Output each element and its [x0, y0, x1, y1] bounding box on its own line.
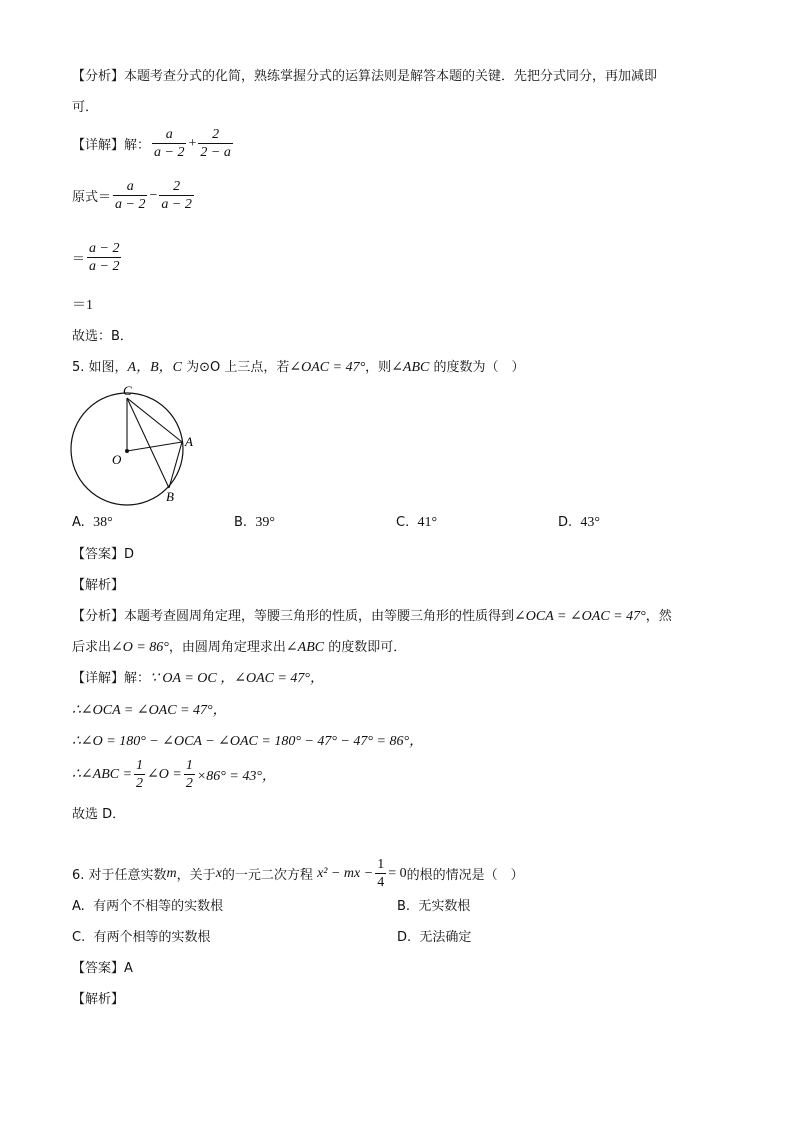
numerator: 2 — [173, 179, 181, 194]
q6-option-a — [72, 898, 223, 916]
numerator: 1 — [185, 758, 193, 773]
numerator: a − 2 — [89, 241, 120, 256]
q4-detail-label: 【详解】解： — [72, 138, 151, 153]
circle-figure — [70, 382, 200, 511]
option-text: 有两个不相等的实数根 — [93, 899, 224, 914]
math: ∠O = 86° — [111, 640, 169, 655]
q5-stem-condition: ∠OAC = 47° — [289, 360, 366, 375]
operator: + — [188, 135, 197, 151]
option-text: 无实数根 — [418, 899, 471, 914]
option-text: 无法确定 — [419, 930, 472, 945]
q4-result: ＝1 — [72, 298, 93, 313]
denominator: 2 − a — [200, 145, 231, 160]
q6-jiexi: 【解析】 — [72, 992, 125, 1007]
option-letter: D. — [397, 930, 412, 945]
q4-analysis-line2: 可． — [72, 100, 99, 115]
fraction — [152, 126, 186, 161]
numerator: a — [165, 127, 173, 142]
label-o: O — [112, 452, 122, 467]
math: ∠OCA = ∠OAC = 47° — [514, 609, 646, 624]
q5-jiexi: 【解析】 — [72, 578, 125, 593]
q5-option-a — [72, 514, 113, 532]
q5-stem-pre: 5. 如图， — [72, 360, 128, 375]
q5-detail-line3: ∴∠O = 180° − ∠OCA − ∠OAC = 180° − 47° − 47° = 86°， — [72, 734, 424, 749]
numerator: 2 — [212, 127, 220, 142]
denominator: a − 2 — [115, 197, 146, 212]
option-letter: A. — [72, 899, 85, 914]
math: ∠ABC — [285, 640, 325, 655]
text: 的度数即可． — [324, 640, 407, 655]
q5-stem — [72, 359, 525, 377]
option-text: 43° — [580, 515, 601, 530]
denominator: 4 — [377, 875, 385, 890]
q5-option-d — [558, 514, 600, 532]
math: ∵ OA = OC ，∠OAC = 47°， — [150, 671, 325, 686]
denominator: a − 2 — [89, 259, 120, 274]
segment-ca — [127, 398, 182, 442]
var-x: x — [215, 865, 222, 881]
option-text: 有两个相等的实数根 — [93, 930, 211, 945]
text: ，由圆周角定理求出 — [168, 640, 286, 655]
option-text: 41° — [417, 515, 438, 530]
q5-analysis-line1 — [72, 608, 672, 626]
text: 【分析】本题考查圆周角定理，等腰三角形的性质，由等腰三角形的性质得到 — [72, 609, 515, 624]
text: 6. 对于任意实数 — [72, 868, 167, 883]
q5-stem-mid: 为⊙O 上三点，若 — [182, 360, 290, 375]
fraction — [113, 178, 147, 213]
denominator: 2 — [185, 776, 193, 791]
q5-option-b — [234, 514, 275, 532]
q6-answer: 【答案】A — [72, 961, 133, 976]
option-letter: A. — [72, 515, 85, 530]
detail-label: 【详解】解： — [72, 671, 151, 686]
numerator: a — [126, 179, 134, 194]
q5-detail-line1 — [72, 670, 324, 688]
text: ，关于 — [176, 868, 216, 883]
q5-analysis-line2 — [72, 639, 406, 657]
numerator: 1 — [377, 857, 385, 872]
math: ∴∠ABC = — [72, 767, 133, 782]
denominator: 2 — [136, 776, 144, 791]
denominator: a − 2 — [154, 145, 185, 160]
option-text: 38° — [93, 515, 113, 530]
q5-stem-end: 的度数为（ ） — [429, 360, 525, 375]
option-letter: C. — [72, 930, 86, 945]
equation-lhs: x² − mx − — [317, 865, 374, 881]
q4-original-expression — [72, 178, 196, 213]
operator: − — [149, 187, 158, 203]
text: 后求出 — [72, 640, 112, 655]
q5-choose: 故选 D． — [72, 807, 126, 822]
var-m: m — [166, 865, 177, 881]
option-letter: B. — [234, 515, 248, 530]
circle-diagram — [70, 382, 200, 507]
q4-analysis-line1: 【分析】本题考查分式的化简，熟练掌握分式的运算法则是解答本题的关键．先把分式同分，再加减即 — [72, 69, 658, 84]
q6-option-b — [397, 898, 470, 916]
q5-stem-post: ，则 — [365, 360, 392, 375]
text: 的一元二次方程 — [221, 868, 313, 883]
fraction — [134, 757, 145, 792]
fraction — [159, 178, 193, 213]
q5-stem-points: A，B，C — [127, 360, 182, 375]
denominator: a − 2 — [161, 197, 192, 212]
q4-detail-expression — [72, 126, 235, 161]
q5-stem-ask: ∠ABC — [391, 360, 430, 375]
q4-orig-label: 原式＝ — [72, 190, 112, 205]
q6-stem — [72, 856, 524, 891]
label-a: A — [185, 434, 193, 449]
math: ×86° = 43°， — [196, 768, 276, 784]
q5-answer: 【答案】D — [72, 547, 135, 562]
option-letter: D. — [558, 515, 573, 530]
segment-cb — [127, 398, 169, 488]
fraction — [375, 856, 386, 891]
option-letter: B. — [397, 899, 411, 914]
option-letter: C. — [396, 515, 410, 530]
q4-choose: 故选：B． — [72, 329, 133, 344]
q6-option-c — [72, 929, 211, 947]
q5-detail-line4 — [72, 757, 276, 792]
q6-option-d — [397, 929, 471, 947]
label-c: C — [123, 383, 132, 398]
fraction — [87, 240, 121, 275]
q5-detail-line2: ∴∠OCA = ∠OAC = 47°， — [72, 703, 227, 718]
text: ，然 — [645, 609, 672, 624]
segment-oa — [127, 442, 182, 451]
label-b: B — [166, 489, 174, 504]
option-text: 39° — [255, 515, 275, 530]
math: ∠O = — [147, 767, 182, 782]
equation-rhs: = 0 — [388, 865, 407, 881]
numerator: 1 — [136, 758, 144, 773]
fraction — [198, 126, 232, 161]
equals-sign: ＝ — [72, 252, 86, 267]
fraction — [184, 757, 195, 792]
q4-simplified-expression — [72, 240, 123, 275]
q5-option-c — [396, 514, 437, 532]
text: 的根的情况是（ ） — [406, 868, 524, 883]
center-point — [125, 449, 129, 453]
